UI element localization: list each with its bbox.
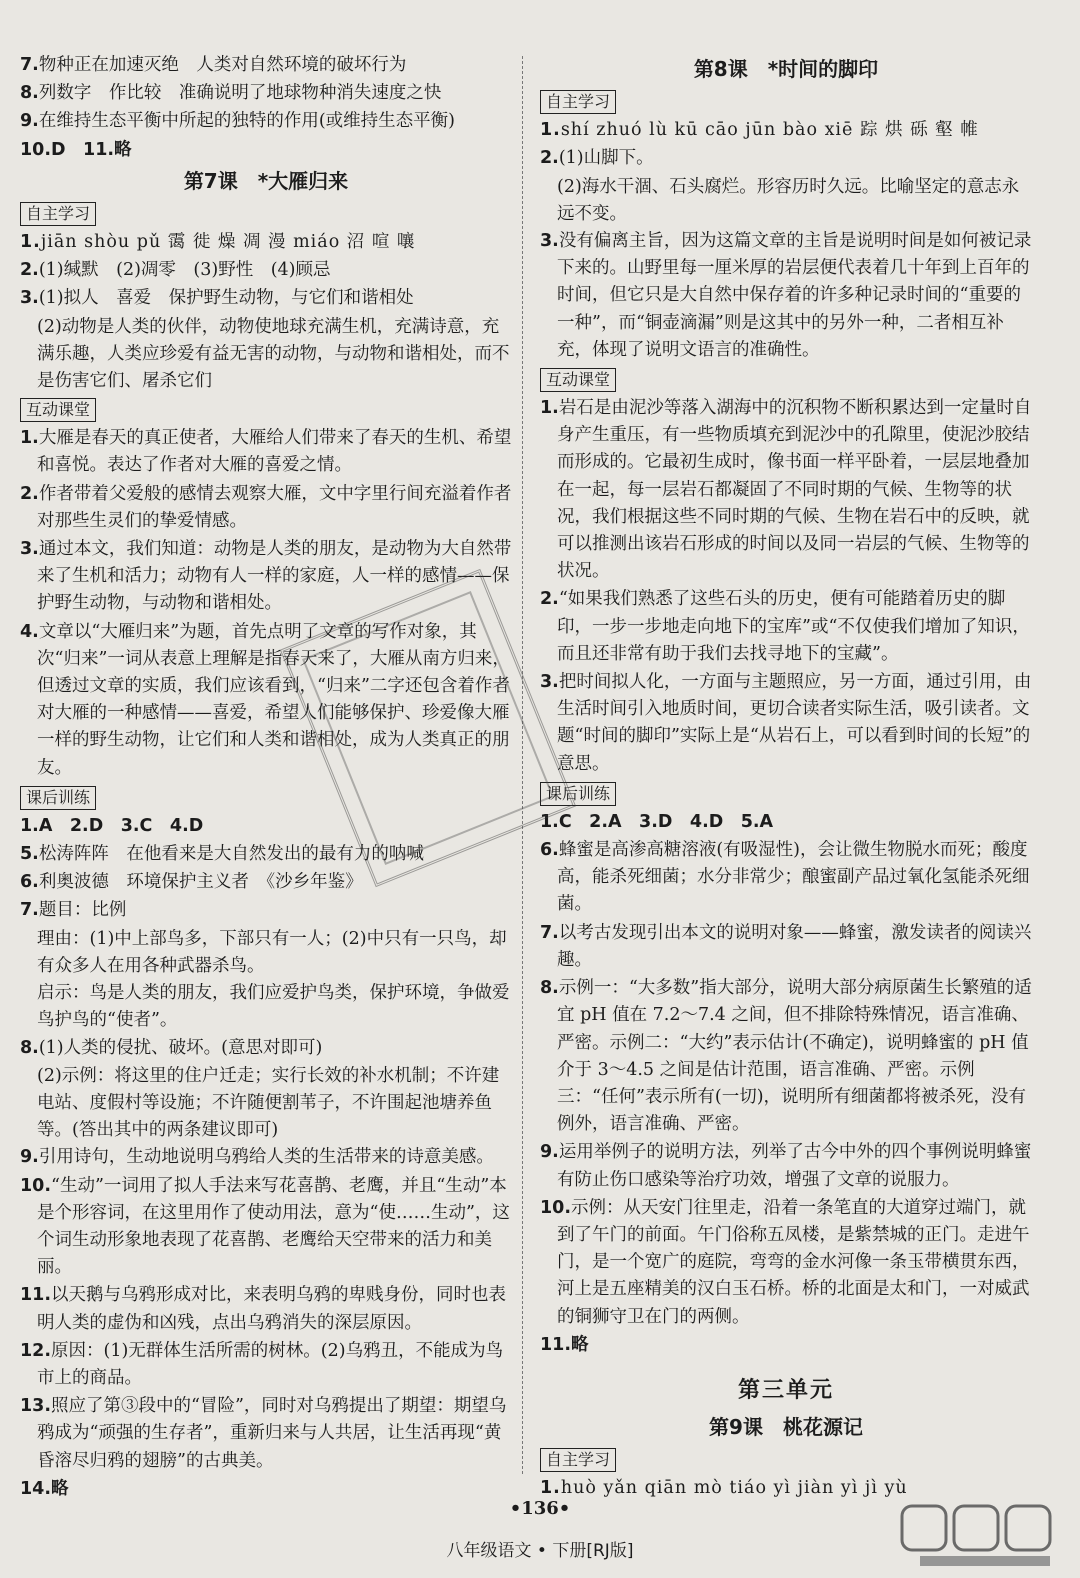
- kehou-answer-5: 5.松涛阵阵 在他看来是大自然发出的最有力的呐喊: [20, 844, 424, 865]
- lesson9-answer-1: 1.huò yǎn qiān mò tiáo yì jiàn yì jì yù: [540, 1478, 908, 1499]
- zizhu-answer-3: 3.没有偏离主旨，因为这篇文章的主旨是说明时间是如何被记录下来的。山野里每一厘米厚的岩层便代表着几十年到上百年的时间，但它只是大自然中保存着的许多种记录时间的“重要的一种”，而“铜壶滴漏”则是这其中的另外一种，二者相互补充，体现了说明文语言的准确性。: [540, 231, 1032, 360]
- zizhu-answer-2-sub: (2)海水干涸、石头腐烂。形容历时久远。比喻坚定的意志永远不变。: [557, 176, 1020, 224]
- book-label: 八年级语文 • 下册[RJ版]: [446, 1541, 634, 1561]
- hudong-answer-2: 2.作者带着父爱般的感情去观察大雁，文中字里行间充溢着作者对那些生灵们的挚爱情感。: [20, 483, 512, 531]
- kehou-answer-10: 10.示例：从天安门往里走，沿着一条笔直的大道穿过端门，就到了午门的前面。午门俗称五凤楼，是紫禁城的正门。走进午门，是一个宽广的庭院，弯弯的金水河像一条玉带横贯东西，河上是五座精美的汉白玉石桥。桥的北面是太和门，一对威武的铜狮守卫在门的两侧。: [540, 1197, 1030, 1327]
- zizhu-answer-2: 2.(1)山脚下。: [540, 148, 654, 169]
- lesson-8-title: 第8课 *时间的脚印: [693, 57, 879, 81]
- kehou-answer-6: 6.利奥波德 环境保护主义者 《沙乡年鉴》: [20, 872, 363, 893]
- section-hudong-ketang: 互动课堂: [20, 398, 96, 422]
- kehou-answer-6: 6.蜂蜜是高渗高糖溶液(有吸湿性)，会让微生物脱水而死；酸度高，能杀死细菌；水分非常少；酿蜜副产品过氧化氢能杀死细菌。: [540, 840, 1030, 915]
- zizhu-answer-3-sub: (2)动物是人类的伙伴，动物使地球充满生机，充满诗意，充满乐趣，人类应珍爱有益无害的动物，与动物和谐相处，而不是伤害它们、屠杀它们: [37, 316, 510, 392]
- kehou-answer-11: 11.略: [540, 1334, 589, 1355]
- kehou-answer-7-insight: 启示：鸟是人类的朋友，我们应爱护鸟类，保护环境，争做爱鸟护鸟的“使者”。: [37, 983, 510, 1031]
- section-zizhu-xuexi-lesson9: 自主学习: [540, 1448, 616, 1472]
- kehou-answer-11: 11.以天鹅与乌鸦形成对比，来表明乌鸦的卑贱身份，同时也表明人类的虚伪和凶残，点出乌鸦消失的深层原因。: [20, 1285, 507, 1333]
- hudong-answer-3: 3.通过本文，我们知道：动物是人类的朋友，是动物为大自然带来了生机和活力；动物有人一样的家庭，人一样的感情——保护野生动物，与动物和谐相处。: [20, 539, 512, 614]
- kehou-answers-1-4: 1.A 2.D 3.C 4.D: [20, 815, 204, 836]
- hudong-answer-1: 1.岩石是由泥沙等落入湖海中的沉积物不断积累达到一定量时自身产生重压，有一些物质填充到泥沙中的孔隙里，使泥沙胶结而形成的。它最初生成时，像书面一样平卧着，一层层地叠加在一起，每一层岩石都凝固了不同时期的气候、生物等的状况，我们根据这些不同时期的气候、生物在岩石中的反映，就可以推测出该岩石形成的时间以及同一岩层的气候、生物等的状况。: [540, 398, 1032, 582]
- hudong-answer-2: 2.“如果我们熟悉了这些石头的历史，便有可能踏着历史的脚印，一步一步地走向地下的宝库”或“不仅使我们增加了知识，而且还非常有助于我们去找寻地下的宝藏”。: [540, 589, 1030, 664]
- kehou-answer-8-sub: (2)示例：将这里的住户迁走；实行长效的补水机制；不许建电站、度假村等设施；不许随便割苇子，不许围起池塘养鱼等。(答出其中的两条建议即可): [37, 1065, 500, 1141]
- section-kehou-xunlian: 课后训练: [540, 782, 616, 806]
- zizhu-answer-3: 3.(1)拟人 喜爱 保护野生动物，与它们和谐相处: [20, 288, 414, 309]
- zizhu-answer-1: 1.jiān shòu pǔ 霭 徙 燥 凋 漫 miáo 沼 喧 嚷: [20, 232, 416, 253]
- kehou-answer-7-reason: 理由：(1)中上部鸟多，下部只有一人；(2)中只有一只鸟，却有众多人在用各种武器杀鸟。: [37, 928, 507, 976]
- unit-3-title: 第三单元: [737, 1377, 834, 1403]
- section-kehou-xunlian: 课后训练: [20, 786, 96, 810]
- kehou-answer-12: 12.原因：(1)无群体生活所需的树林。(2)乌鸦丑，不能成为鸟市上的商品。: [20, 1340, 504, 1388]
- hudong-answer-1: 1.大雁是春天的真正使者，大雁给人们带来了春天的生机、希望和喜悦。表达了作者对大雁的喜爱之情。: [20, 428, 512, 476]
- answer-7: 7.物种正在加速灭绝 人类对自然环境的破坏行为: [20, 55, 407, 75]
- kehou-answer-8: 8.(1)人类的侵扰、破坏。(意思对即可): [20, 1037, 323, 1058]
- section-zizhu-xuexi: 自主学习: [540, 90, 616, 114]
- answer-8: 8.列数字 作比较 准确说明了地球物种消失速度之快: [20, 83, 442, 104]
- kehou-answer-9: 9.运用举例子的说明方法，列举了古今中外的四个事例说明蜂蜜有防止伤口感染等治疗功效，增强了文章的说服力。: [540, 1142, 1032, 1190]
- right-column: [540, 52, 1032, 1504]
- zizhu-answer-2: 2.(1)缄默 (2)凋零 (3)野性 (4)顾忌: [20, 260, 331, 281]
- answer-9: 9.在维持生态平衡中所起的独特的作用(或维持生态平衡): [20, 111, 455, 132]
- kehou-answer-7: 7.题目：比例: [20, 900, 127, 921]
- kehou-answers-1-5: 1.C 2.A 3.D 4.D 5.A: [540, 811, 774, 832]
- section-hudong-ketang: 互动课堂: [540, 368, 616, 392]
- kehou-answer-10: 10.“生动”一词用了拟人手法来写花喜鹊、老鹰，并且“生动”本是个形容词，在这里用作了使动用法，意为“使……生动”，这个词生动形象地表现了花喜鹊、老鹰给天空带来的活力和美丽。: [20, 1175, 510, 1278]
- lesson-7-title: 第7课 *大雁归来: [183, 168, 349, 193]
- hudong-answer-4: 4.文章以“大雁归来”为题，首先点明了文章的写作对象，其次“归来”一词从表意上理解是指春天来了，大雁从南方归来，但透过文章的实质，我们应该看到，“归来”二字还包含着作者对大雁的一种感情——喜爱，希望人们能够保护、珍爱像大雁一样的野生动物，让它们和人类和谐相处，成为人类真正的朋友。: [20, 621, 510, 778]
- zizhu-answer-1: 1.shí zhuó lù kū cāo jūn bào xiē 踪 烘 砾 壑 帷: [540, 120, 979, 141]
- section-zizhu-xuexi: 自主学习: [20, 202, 96, 226]
- page-number: •136•: [509, 1498, 571, 1519]
- answer-10-11: 10.D 11.略: [20, 139, 132, 160]
- kehou-answer-9: 9.引用诗句，生动地说明乌鸦给人类的生活带来的诗意美感。: [20, 1147, 494, 1168]
- kehou-answer-14: 14.略: [20, 1478, 69, 1499]
- kehou-answer-7: 7.以考古发现引出本文的说明对象——蜂蜜，激发读者的阅读兴趣。: [540, 922, 1032, 970]
- hudong-answer-3: 3.把时间拟人化，一方面与主题照应，另一方面，通过引用，由生活时间引入地质时间，更切合读者实际生活，吸引读者。文题“时间的脚印”实际上是“从岩石上，可以看到时间的长短”的意思。: [540, 672, 1032, 774]
- kehou-answer-8: 8.示例一：“大多数”指大部分，说明大部分病原菌生长繁殖的适宜 pH 值在 7.2～7.4 之间，但不排除特殊情况，语言准确、严密。示例二：“大约”表示估计(不确定)，说明蜂蜜的 pH 值介于 3～4.5 之间是估计范围，语言准确、严密。示例三：“任何”表示所有(一切)，说明所有细菌都将被杀死，没有例外，语言准确、严密。: [540, 978, 1032, 1135]
- lesson-9-title: 第9课 桃花源记: [709, 1415, 863, 1440]
- kehou-answer-13: 13.照应了第③段中的“冒险”，同时对乌鸦提出了期望：期望乌鸦成为“顽强的生存者”，重新归来与人共居，让生活再现“黄昏溶尽归鸦的翅膀”的古典美。: [20, 1396, 507, 1471]
